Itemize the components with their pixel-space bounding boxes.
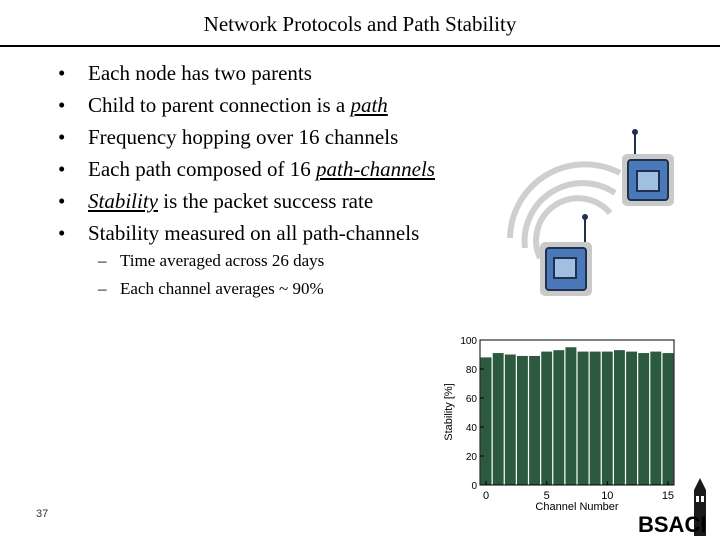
- x-axis-label: Channel Number: [535, 501, 619, 513]
- bullet-item: [56, 185, 435, 217]
- bullet-text: path-channels: [316, 157, 436, 181]
- x-tick-label: 15: [661, 490, 675, 502]
- bullet-item: [56, 217, 435, 249]
- slide-title: Network Protocols and Path Stability: [203, 12, 517, 36]
- bullet-text: Stability measured on all path-channels: [88, 221, 420, 245]
- bar-channel-9: [590, 352, 601, 485]
- bullet-text: Frequency hopping over 16 channels: [88, 125, 399, 149]
- y-tick-label: 100: [460, 336, 477, 347]
- bar-channel-8: [578, 352, 589, 485]
- y-tick-label: 0: [471, 481, 477, 492]
- bullet-text: Each path composed of 16: [88, 157, 317, 181]
- bar-channel-1: [493, 353, 504, 485]
- x-tick-label: 0: [483, 490, 490, 502]
- logo-text: BSACI: [638, 512, 707, 537]
- y-tick-label: 80: [465, 365, 477, 376]
- bar-channel-0: [481, 357, 492, 485]
- x-tick-label: 10: [601, 490, 614, 502]
- y-tick-label: 40: [465, 423, 477, 434]
- bullet-text: Child to parent connection is a: [88, 93, 351, 117]
- title-divider: [0, 45, 720, 47]
- sub-bullet-item: – Time averaged across 26 days: [96, 247, 324, 275]
- bullet-text: path: [350, 93, 388, 117]
- y-tick-label: 20: [465, 452, 477, 463]
- bar-channel-15: [662, 353, 673, 485]
- bar-channel-4: [529, 356, 540, 485]
- bottom-node-icon: [540, 214, 592, 296]
- bullet-item: [56, 153, 435, 185]
- bar-channel-7: [565, 347, 576, 485]
- bar-channel-11: [614, 350, 625, 485]
- y-axis-label: Stability [%]: [443, 383, 455, 441]
- top-node-icon: [622, 129, 674, 206]
- y-tick-label: 60: [465, 394, 477, 405]
- bullet-item: [56, 89, 435, 121]
- bar-channel-13: [638, 353, 649, 485]
- bar-channel-14: [650, 352, 661, 485]
- bar-channel-3: [517, 356, 528, 485]
- bullet-list: [56, 57, 435, 249]
- bullet-item: [56, 121, 435, 153]
- bullet-text: Stability: [88, 189, 158, 213]
- bullet-text: Each node has two parents: [88, 61, 312, 85]
- bar-channel-12: [626, 352, 637, 485]
- wireless-node-network-icon: [480, 118, 680, 308]
- bsac-logo: [634, 478, 718, 540]
- sub-bullet-item: – Each channel averages ~ 90%: [96, 275, 324, 303]
- bullet-text: is the packet success rate: [158, 189, 374, 213]
- bar-channel-10: [602, 352, 613, 485]
- sub-bullet-list: [96, 247, 324, 303]
- bar-channel-6: [553, 350, 564, 485]
- bar-channel-5: [541, 352, 552, 485]
- slide-number: 37: [36, 508, 49, 520]
- bar-channel-2: [505, 355, 516, 486]
- x-tick-label: 5: [543, 490, 550, 502]
- bullet-item: [56, 57, 435, 89]
